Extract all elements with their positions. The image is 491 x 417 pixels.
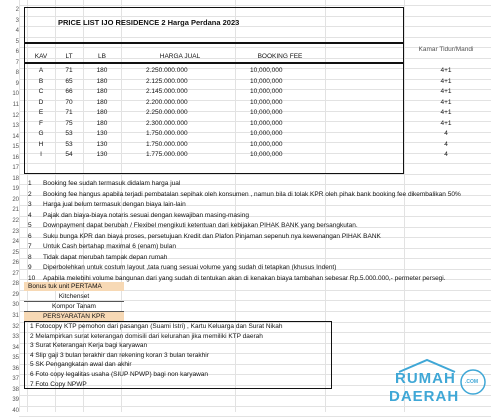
cell-lb[interactable]: 180: [96, 67, 108, 74]
note-number: 4: [28, 211, 32, 219]
row-header[interactable]: 40: [12, 407, 19, 414]
row-header[interactable]: 18: [12, 175, 19, 182]
note-text: Diperbolehkan untuk costum layout ,tata ruang sesuai volume yang sudah di tetapkan (khusus Indent): [43, 264, 337, 272]
cell-lb[interactable]: 180: [96, 119, 108, 127]
rumahdaerah-logo: [369, 358, 487, 408]
cell-lb[interactable]: 130: [96, 151, 108, 159]
row-header[interactable]: 24: [12, 239, 19, 246]
cell-lb[interactable]: 180: [96, 88, 108, 96]
cell-booking[interactable]: 10,000,000: [250, 88, 283, 96]
row-header[interactable]: 9: [15, 80, 19, 87]
cell-booking[interactable]: 10,000,000: [250, 151, 283, 159]
note-number: 7: [28, 243, 32, 251]
cell-lt[interactable]: 75: [65, 119, 73, 127]
row-header[interactable]: 27: [12, 270, 19, 277]
kpr-item: 2 Melampirkan surat keterangan domisili dari kelurahan jika memiliki KTP daerah: [30, 332, 263, 340]
row-header[interactable]: 25: [12, 249, 19, 256]
cell-lb[interactable]: 180: [96, 109, 108, 117]
note-number: 8: [28, 253, 32, 261]
row-header[interactable]: 10: [12, 91, 19, 98]
row-header[interactable]: 4: [15, 28, 19, 35]
cell-kamar[interactable]: 4+1: [440, 119, 452, 127]
row-header[interactable]: 16: [12, 154, 19, 161]
header-harga: HARGA JUAL: [159, 53, 201, 60]
row-header[interactable]: 35: [12, 355, 19, 362]
header-divider: [24, 62, 404, 64]
page-title: PRICE LIST IJO RESIDENCE 2 Harga Perdana 2023: [58, 18, 240, 27]
row-header[interactable]: 2: [15, 7, 19, 13]
cell-lt[interactable]: 53: [65, 140, 73, 148]
row-header[interactable]: 36: [12, 365, 19, 372]
cell-booking[interactable]: 10,000,000: [250, 77, 283, 85]
kpr-item: 6 Foto copy legalitas usaha (SIUP NPWP) bagi non karyawan: [30, 371, 208, 378]
header-lb: LB: [98, 53, 106, 60]
note-number: 3: [28, 201, 32, 209]
watermark-line2: DAERAH: [389, 388, 460, 405]
cell-booking[interactable]: 10,000,000: [250, 109, 283, 117]
row-header[interactable]: 26: [12, 260, 19, 267]
cell-booking[interactable]: 10,000,000: [250, 140, 283, 148]
grid-col-line: [19, 0, 20, 412]
note-number: 10: [28, 274, 36, 282]
cell-kav[interactable]: G: [38, 130, 44, 138]
cell-kamar[interactable]: 4: [444, 130, 448, 138]
row-header[interactable]: 14: [12, 133, 19, 140]
row-header[interactable]: 6: [15, 49, 19, 56]
kpr-item: 4 Slip gaji 3 bulan terakhir dan rekening koran 3 bulan terakhir: [30, 351, 209, 359]
row-header[interactable]: 38: [12, 386, 19, 393]
cell-lt[interactable]: 65: [65, 77, 73, 85]
cell-lt[interactable]: 53: [65, 130, 73, 138]
row-header[interactable]: 31: [12, 312, 19, 319]
kpr-item: 1 Fotocopy KTP pemohon dari pasangan (Suami Istri) , Kartu Keluarga dan Surat Nikah: [30, 323, 283, 330]
cell-kamar[interactable]: 4+1: [440, 109, 452, 117]
cell-lt[interactable]: 71: [65, 67, 73, 74]
cell-kamar[interactable]: 4+1: [440, 67, 452, 74]
note-text: Harga jual belum termasuk dengan biaya lain-lain: [43, 201, 186, 209]
note-text: Tidak dapat merubah tampak depan rumah: [43, 253, 168, 261]
cell-lb[interactable]: 180: [96, 98, 108, 106]
row-header[interactable]: 32: [12, 323, 19, 330]
row-header[interactable]: 8: [15, 70, 19, 77]
cell-harga[interactable]: 2.145.000.000: [146, 88, 188, 96]
cell-harga[interactable]: 2.250.000.000: [146, 67, 188, 74]
cell-kav[interactable]: D: [38, 98, 44, 106]
row-header[interactable]: 12: [12, 112, 19, 119]
bonus-divider: [24, 301, 124, 302]
cell-kamar[interactable]: 4: [444, 151, 448, 159]
row-header[interactable]: 3: [15, 17, 19, 24]
grid-col-line: [404, 0, 405, 412]
row-header[interactable]: 33: [12, 334, 19, 341]
cell-booking[interactable]: 10,000,000: [250, 98, 283, 106]
cell-lt[interactable]: 66: [65, 88, 73, 96]
kpr-title: PERSYARATAN KPR: [42, 313, 106, 320]
cell-harga[interactable]: 2.250.000.000: [146, 109, 188, 117]
note-number: 5: [28, 222, 32, 230]
cell-harga[interactable]: 1.750.000.000: [146, 130, 188, 138]
row-header[interactable]: 28: [12, 281, 19, 288]
cell-harga[interactable]: 2.200.000.000: [146, 98, 188, 106]
row-header[interactable]: 19: [12, 186, 19, 193]
note-number: 9: [28, 264, 32, 272]
header-kav: KAV: [34, 53, 48, 60]
note-number: 1: [28, 180, 32, 187]
cell-harga[interactable]: 2.125.000.000: [146, 77, 188, 85]
header-kamar: Kamar Tidur/Mandi: [418, 46, 474, 53]
bonus-item: Kompor Tanam: [52, 303, 96, 310]
note-text: Untuk Cash bertahap maximal 6 (enam) bulan: [43, 243, 176, 251]
row-header[interactable]: 7: [15, 59, 19, 66]
watermark-suffix: .COM: [465, 379, 479, 385]
watermark-line1: RUMAH: [395, 370, 456, 387]
row-header[interactable]: 39: [12, 397, 19, 404]
cell-harga[interactable]: 2.300.000.000: [146, 119, 188, 127]
row-header[interactable]: 15: [12, 144, 19, 151]
cell-kav[interactable]: F: [39, 119, 43, 127]
cell-harga[interactable]: 1.750.000.000: [146, 140, 188, 148]
row-header[interactable]: 17: [12, 165, 19, 172]
cell-lb[interactable]: 180: [96, 77, 108, 85]
cell-kav[interactable]: E: [38, 109, 44, 117]
cell-lb[interactable]: 130: [96, 130, 108, 138]
header-lt: LT: [65, 53, 73, 60]
row-header[interactable]: 5: [15, 38, 19, 45]
row-header[interactable]: 30: [12, 302, 19, 309]
row-header[interactable]: 20: [12, 196, 19, 203]
cell-kav[interactable]: I: [40, 151, 42, 159]
cell-kamar[interactable]: 4+1: [440, 77, 452, 85]
note-text: Suku bunga KPR dan biaya proses, persetujuan Kredit dan Plafon Pinjaman sepenuh nya kewenangan PIHAK BANK: [43, 232, 381, 240]
cell-booking[interactable]: 10,000,000: [250, 130, 283, 138]
note-text: Booking fee hangus apabila terjadi pembatalan sepihak oleh konsumen , namun bila di tolak KPR oleh pihak bank booking fee dikembalikan 50%: [43, 190, 461, 198]
row-header[interactable]: 13: [12, 123, 19, 130]
bonus-title: Bonus tuk unit PERTAMA: [28, 283, 102, 290]
note-text: Pajak dan biaya-biaya notaris sesuai dengan kewajiban masing-masing: [43, 211, 249, 219]
cell-lt[interactable]: 71: [65, 109, 73, 117]
row-header[interactable]: 21: [12, 207, 19, 214]
cell-lb[interactable]: 130: [96, 140, 108, 148]
cell-harga[interactable]: 1.775.000.000: [146, 151, 188, 159]
row-header[interactable]: 22: [12, 218, 19, 224]
kpr-item: 5 SK Pengangkatan awal dan akhir: [30, 361, 132, 369]
cell-kamar[interactable]: 4+1: [440, 98, 452, 106]
row-header[interactable]: 29: [12, 291, 19, 298]
cell-kamar[interactable]: 4: [444, 140, 448, 148]
row-header[interactable]: 23: [12, 228, 19, 235]
note-text: Booking fee sudah termasuk didalam harga jual: [43, 180, 181, 187]
cell-lt[interactable]: 70: [65, 98, 73, 106]
kpr-item: 7 Foto Copy NPWP: [30, 380, 87, 388]
row-header[interactable]: 34: [12, 344, 19, 351]
note-text: Apabila melebihi volume bangunan dari yang sudah di tentukan akan di kenakan biaya tambahan sebesar Rp.5.000.000,- permeter persegi.: [43, 274, 446, 282]
row-header[interactable]: 37: [12, 376, 19, 383]
grid-row-line: [19, 5, 491, 6]
cell-booking[interactable]: 10,000,000: [250, 119, 283, 127]
note-number: 2: [28, 190, 32, 198]
cell-kav[interactable]: C: [38, 88, 44, 96]
row-header[interactable]: 11: [12, 101, 19, 108]
cell-kav[interactable]: H: [38, 140, 44, 148]
kpr-item: 3 Surat Keterangan Kerja bagi karyawan: [30, 342, 148, 350]
cell-lt[interactable]: 54: [65, 151, 73, 159]
note-text: Downpayment dapat berubah / Flexibel mengikuti ketentuan dari kebijakan PIHAK BANK yang bersangkutan.: [43, 222, 358, 230]
note-number: 6: [28, 232, 32, 240]
cell-booking[interactable]: 10,000,000: [250, 67, 283, 74]
cell-kav[interactable]: A: [38, 67, 44, 74]
bonus-item: Kitchenset: [58, 293, 90, 300]
header-booking: BOOKING FEE: [257, 53, 303, 60]
cell-kamar[interactable]: 4+1: [440, 88, 452, 96]
cell-kav[interactable]: B: [38, 77, 44, 85]
